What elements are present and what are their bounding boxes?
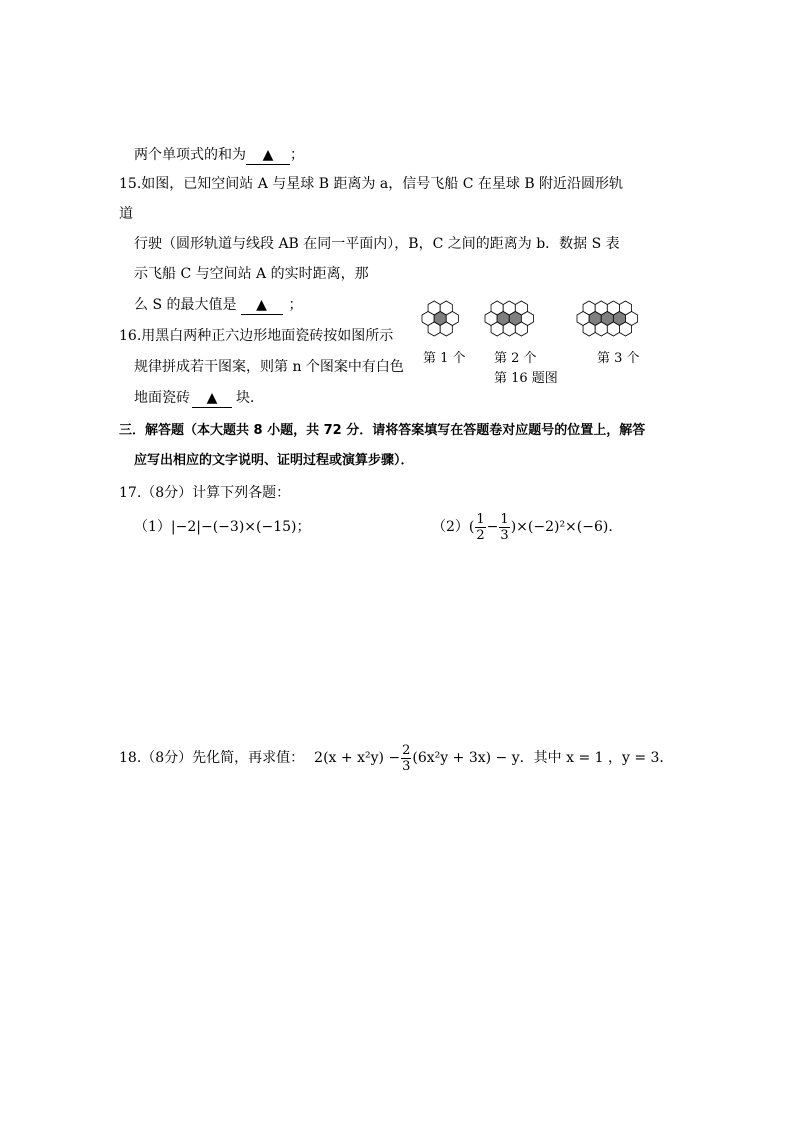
q17-part1	[134, 518, 310, 536]
hex-tile-white	[595, 322, 607, 336]
q14-text: 两个单项式的和为	[134, 147, 246, 163]
hex-figure-2	[484, 300, 550, 342]
q18-frac-den: 3	[402, 758, 411, 774]
q17-part2-open: (	[468, 519, 475, 535]
hex-tile-white	[503, 322, 515, 336]
fig-label-3: 第 3 个	[597, 351, 640, 366]
q17-header: 17.（8分）计算下列各题：	[119, 485, 291, 501]
q18-header: 18.（8分）先化简，再求值：	[119, 750, 305, 766]
q17-minus: −	[486, 519, 499, 535]
hex-tile-white	[428, 322, 440, 336]
q18-line	[119, 741, 673, 775]
section3-desc1: （本大题共 8 小题，共 72 分．请将答案填写在答题卷对应题号的位置上，解答	[184, 423, 646, 438]
hex-tile-white	[619, 322, 631, 336]
q14-end: ；	[290, 147, 304, 163]
section3-title: 三．解答题	[119, 423, 185, 438]
q17-part2-label: （2）	[432, 519, 469, 535]
q15-answer-blank: ▲	[241, 296, 283, 315]
q18-expr-post: (6x²y + 3x) − y．其中 x = 1 ，y = 3．	[412, 750, 674, 766]
q17-part1-expr: |−2|−(−3)×(−15)；	[170, 519, 311, 535]
q14-answer-blank: ▲	[246, 146, 290, 165]
q16-line3-pre: 地面瓷砖	[134, 390, 190, 406]
q17-frac1-num: 1	[476, 511, 485, 527]
q16-line3-post: 块．	[236, 390, 264, 406]
hex-figure-1	[421, 300, 471, 342]
q17-frac2-num: 1	[500, 511, 509, 527]
q17-frac1	[475, 512, 485, 543]
hex-figure-3	[576, 300, 664, 342]
q17-frac1-den: 2	[476, 527, 485, 543]
fig-label-1: 第 1 个	[423, 351, 466, 366]
hex-tile-white	[583, 322, 595, 336]
hex-tile-white	[607, 322, 619, 336]
q16-line3	[134, 389, 264, 408]
q15-line3: 行驶（圆形轨道与线段 AB 在同一平面内），B，C 之间的距离为 b．数据 S 表	[134, 236, 620, 252]
q18-frac	[401, 743, 411, 774]
hex-tile-white	[515, 322, 527, 336]
q14-line	[134, 146, 304, 165]
q17-part2-post: )×(−2)²×(−6)．	[510, 519, 623, 535]
section3-line1	[119, 421, 645, 440]
q17-part2	[432, 510, 622, 544]
q17-frac2-den: 3	[500, 527, 509, 543]
hex-tile-white	[491, 322, 503, 336]
q15-line5	[134, 296, 303, 315]
q16-line2: 规律拼成若干图案，则第 n 个图案中有白色	[134, 359, 404, 375]
q18-frac-num: 2	[402, 742, 411, 758]
q16-line1: 16.用黑白两种正六边形地面瓷砖按如图所示	[119, 328, 394, 344]
fig-label-2: 第 2 个	[494, 351, 537, 366]
q16-answer-blank: ▲	[192, 389, 232, 408]
q18-expr-pre: 2(x + x²y) −	[314, 750, 401, 766]
fig-caption: 第 16 题图	[494, 371, 558, 386]
q17-frac2	[499, 512, 509, 543]
q15-line1: 15.如图，已知空间站 A 与星球 B 距离为 a，信号飞船 C 在星球 B 附近沿圆形轨	[119, 176, 624, 192]
q15-line5-pre: 么 S 的最大值是	[134, 297, 237, 313]
section3-desc2: 应写出相应的文字说明、证明过程或演算步骤）．	[134, 453, 414, 468]
q15-line5-post: ；	[288, 297, 303, 313]
hex-tile-white	[440, 322, 452, 336]
q17-part1-label: （1）	[134, 519, 171, 535]
q15-line2: 道	[119, 206, 133, 222]
q15-line4: 示飞船 C 与空间站 A 的实时距离，那	[134, 266, 369, 282]
